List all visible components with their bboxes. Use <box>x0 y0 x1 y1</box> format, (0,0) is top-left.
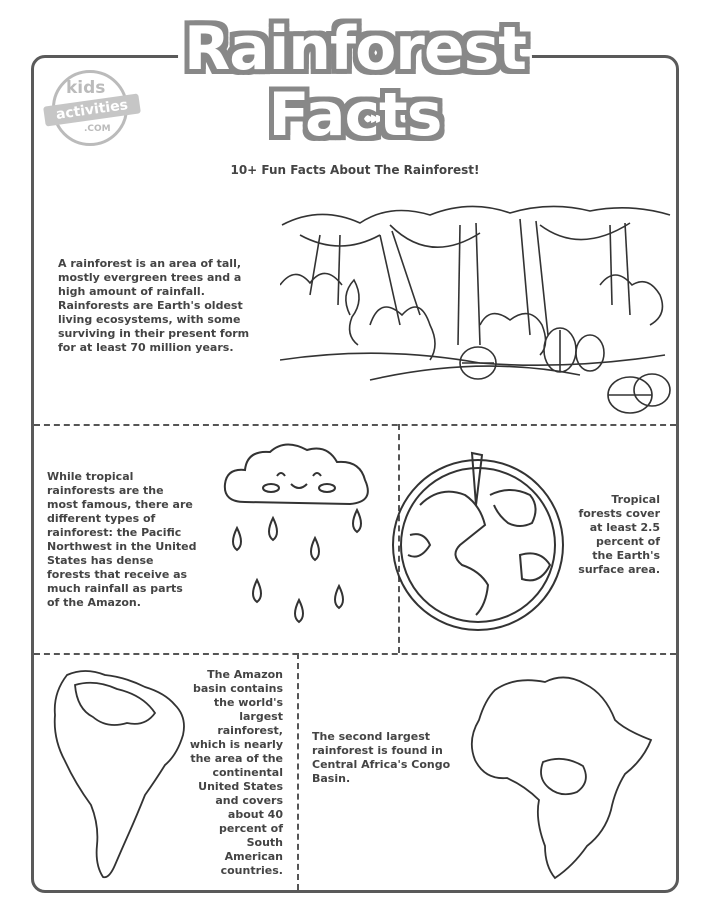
fact-line: percent of <box>595 535 660 548</box>
fact-line: at least 2.5 <box>589 521 660 534</box>
fact-line: living ecosystems, with some <box>58 313 241 326</box>
fact-line: Rainforests are Earth's oldest <box>58 299 243 312</box>
globe-illustration <box>390 445 580 640</box>
fact-1-text <box>58 257 268 355</box>
fact-line: Basin. <box>312 772 351 785</box>
fact-line: for at least 70 million years. <box>58 341 234 354</box>
fact-line: surviving in their present form <box>58 327 250 340</box>
fact-line: the Earth's <box>592 549 660 562</box>
fact-line: which is nearly <box>189 738 283 751</box>
fact-line: largest <box>239 710 283 723</box>
fact-line: the world's <box>213 696 283 709</box>
fact-5-text <box>312 730 452 786</box>
fact-line: The Amazon <box>207 668 283 681</box>
africa-map <box>465 670 660 885</box>
divider-bottom <box>34 653 676 655</box>
title-line-2: Facts <box>268 80 442 150</box>
rainforest-illustration <box>280 195 675 420</box>
fact-line: Central Africa's Congo <box>312 758 451 771</box>
fact-line: high amount of rainfall. <box>58 285 205 298</box>
page-title <box>160 8 550 158</box>
fact-line: countries. <box>220 864 283 877</box>
fact-line: rainforests are the <box>47 484 164 497</box>
divider-vertical-bottom <box>297 653 299 890</box>
fact-line: rainforest is found in <box>312 744 443 757</box>
fact-line: different types of <box>47 512 156 525</box>
fact-line: basin contains <box>192 682 283 695</box>
fact-line: United States <box>198 780 283 793</box>
subtitle: 10+ Fun Facts About The Rainforest! <box>230 163 480 177</box>
logo-kids-text: kids <box>66 78 106 98</box>
fact-line: surface area. <box>578 563 660 576</box>
fact-line: rainforest: the Pacific <box>47 526 182 539</box>
fact-line: forests that receive as <box>47 568 188 581</box>
fact-2-text <box>47 470 207 610</box>
fact-line: mostly evergreen trees and a <box>58 271 242 284</box>
fact-line: forests cover <box>578 507 660 520</box>
fact-line: about 40 <box>227 808 283 821</box>
fact-line: and covers <box>215 794 283 807</box>
divider-top <box>34 424 676 426</box>
logo-com-text: .COM <box>84 124 111 134</box>
fact-line: American <box>224 850 283 863</box>
rain-cloud-illustration <box>215 440 385 645</box>
south-america-map <box>45 665 195 885</box>
fact-3-text <box>560 493 660 577</box>
fact-line: the area of the <box>190 752 283 765</box>
fact-line: percent of <box>218 822 283 835</box>
kids-activities-logo <box>44 66 144 146</box>
fact-line: Northwest in the United <box>47 540 197 553</box>
fact-4-text <box>185 668 283 878</box>
fact-line: most famous, there are <box>47 498 193 511</box>
title-line-1: Rainforest <box>184 14 526 84</box>
fact-line: continental <box>212 766 283 779</box>
fact-line: of the Amazon. <box>47 596 141 609</box>
fact-line: The second largest <box>312 730 431 743</box>
fact-line: While tropical <box>47 470 134 483</box>
fact-line: South <box>246 836 283 849</box>
fact-line: States has dense <box>47 554 154 567</box>
fact-line: Tropical <box>611 493 660 506</box>
logo-banner: activities <box>43 93 141 126</box>
fact-line: much rainfall as parts <box>47 582 183 595</box>
fact-line: A rainforest is an area of tall, <box>58 257 242 270</box>
fact-line: rainforest, <box>217 724 283 737</box>
